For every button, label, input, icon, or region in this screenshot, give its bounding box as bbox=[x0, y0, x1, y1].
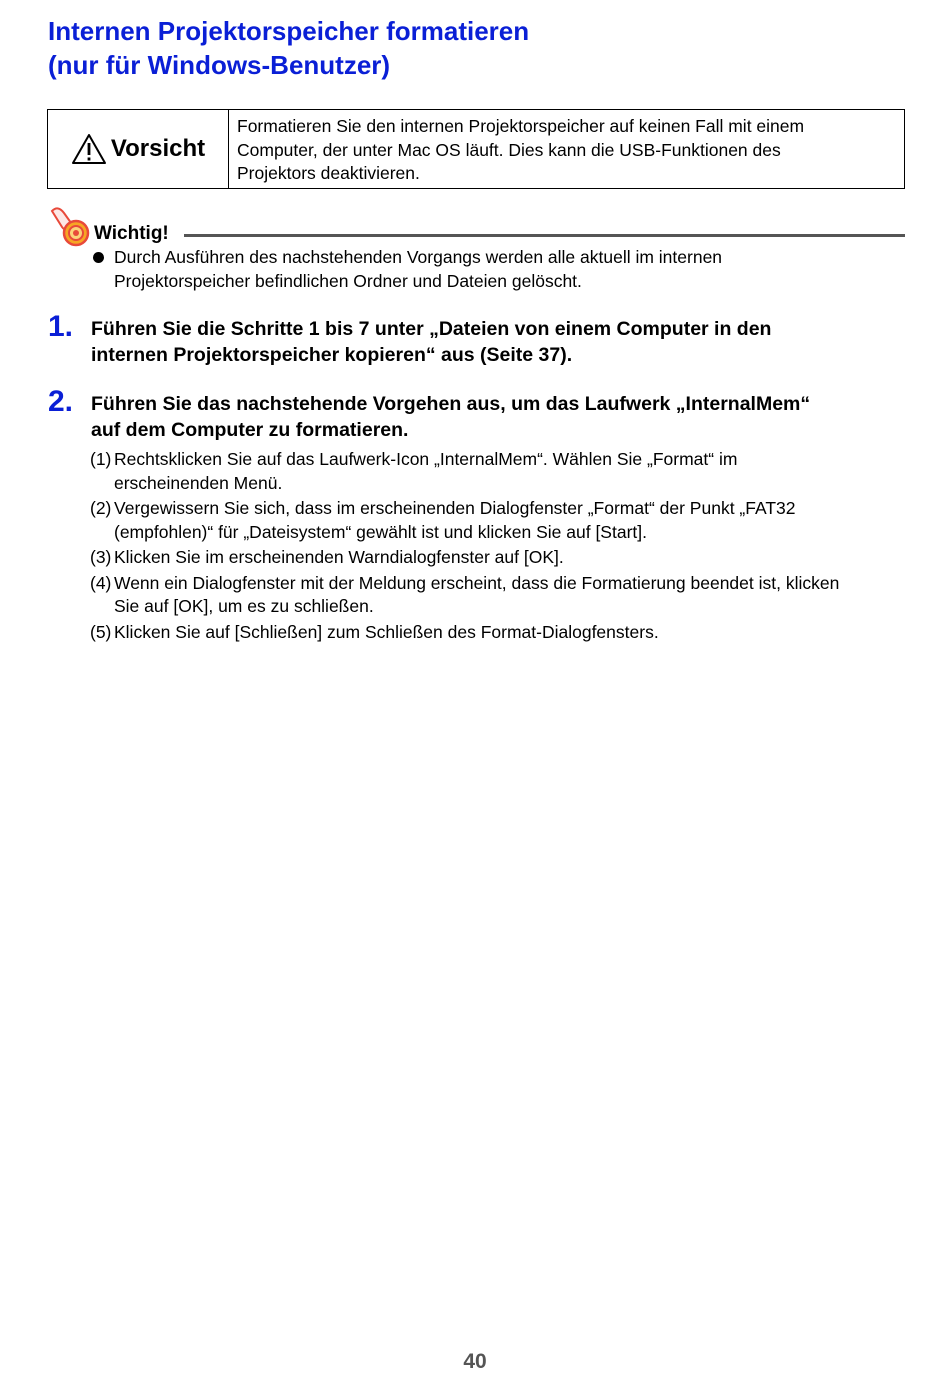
substep-number: (5) bbox=[90, 621, 112, 642]
caution-text bbox=[229, 110, 904, 188]
step-number: 1. bbox=[48, 310, 74, 343]
step-2 bbox=[48, 385, 888, 443]
important-label: Wichtig! bbox=[94, 223, 169, 244]
caution-label: Vorsicht bbox=[110, 135, 206, 162]
important-bulb-icon bbox=[48, 205, 92, 247]
step-text-line: internen Projektorspeicher kopieren“ aus (Seite 37). bbox=[91, 344, 573, 366]
step-text-line: Führen Sie das nachstehende Vorgehen aus, um das Laufwerk „InternalMem“ bbox=[91, 393, 811, 415]
substep-list bbox=[90, 448, 910, 646]
substep-number: (3) bbox=[90, 547, 112, 567]
substep-line: (empfohlen)“ für „Dateisystem“ gewählt ist und klicken Sie auf [Start]. bbox=[114, 521, 647, 542]
substep-3 bbox=[90, 546, 910, 570]
substep-1 bbox=[90, 448, 910, 495]
list-item-line: Durch Ausführen des nachstehenden Vorgangs werden alle aktuell im internen bbox=[114, 247, 723, 267]
important-header bbox=[48, 205, 905, 247]
step-text bbox=[91, 316, 888, 368]
caution-text-line: Projektors deaktivieren. bbox=[237, 163, 420, 183]
substep-number: (1) bbox=[90, 449, 112, 469]
substep-number: (4) bbox=[90, 572, 112, 593]
substep-line: Klicken Sie im erscheinenden Warndialogfenster auf [OK]. bbox=[114, 547, 564, 567]
substep-5 bbox=[90, 621, 910, 645]
substep-line: Sie auf [OK], um es zu schließen. bbox=[114, 596, 374, 616]
substep-number: (2) bbox=[90, 498, 112, 518]
step-text-line: auf dem Computer zu formatieren. bbox=[91, 419, 409, 441]
page-number: 40 bbox=[463, 1350, 487, 1373]
substep-line: Rechtsklicken Sie auf das Laufwerk-Icon „InternalMem“. Wählen Sie „Format“ im bbox=[114, 449, 738, 469]
caution-label-cell bbox=[48, 110, 229, 188]
list-item-text bbox=[114, 246, 893, 293]
page-title-line-2: (nur für Windows-Benutzer) bbox=[48, 50, 391, 80]
caution-text-line: Computer, der unter Mac OS läuft. Dies kann die USB-Funktionen des bbox=[237, 139, 781, 160]
bullet-icon bbox=[93, 252, 104, 263]
list-item bbox=[93, 246, 893, 293]
caution-box bbox=[47, 109, 905, 189]
substep-line: Wenn ein Dialogfenster mit der Meldung erscheint, dass die Formatierung beendet ist, klicken bbox=[114, 572, 840, 593]
list-item-line: Projektorspeicher befindlichen Ordner und Dateien gelöscht. bbox=[114, 270, 582, 291]
substep-2 bbox=[90, 497, 910, 544]
step-1 bbox=[48, 310, 888, 368]
substep-line: erscheinenden Menü. bbox=[114, 472, 283, 493]
warning-triangle-icon bbox=[71, 133, 107, 165]
substep-4 bbox=[90, 572, 910, 619]
step-text-line: Führen Sie die Schritte 1 bis 7 unter „Dateien von einem Computer in den bbox=[91, 318, 772, 340]
page-title-line-1: Internen Projektorspeicher formatieren bbox=[48, 16, 530, 46]
step-number: 2. bbox=[48, 385, 74, 418]
page-title bbox=[48, 14, 529, 82]
important-list bbox=[93, 246, 893, 293]
step-text bbox=[91, 391, 888, 443]
caution-text-line: Formatieren Sie den internen Projektorspeicher auf keinen Fall mit einem bbox=[237, 116, 805, 136]
important-divider bbox=[184, 234, 905, 237]
substep-line: Klicken Sie auf [Schließen] zum Schließen des Format-Dialogfensters. bbox=[114, 621, 659, 642]
substep-line: Vergewissern Sie sich, dass im erscheinenden Dialogfenster „Format“ der Punkt „FAT32 bbox=[114, 498, 796, 518]
